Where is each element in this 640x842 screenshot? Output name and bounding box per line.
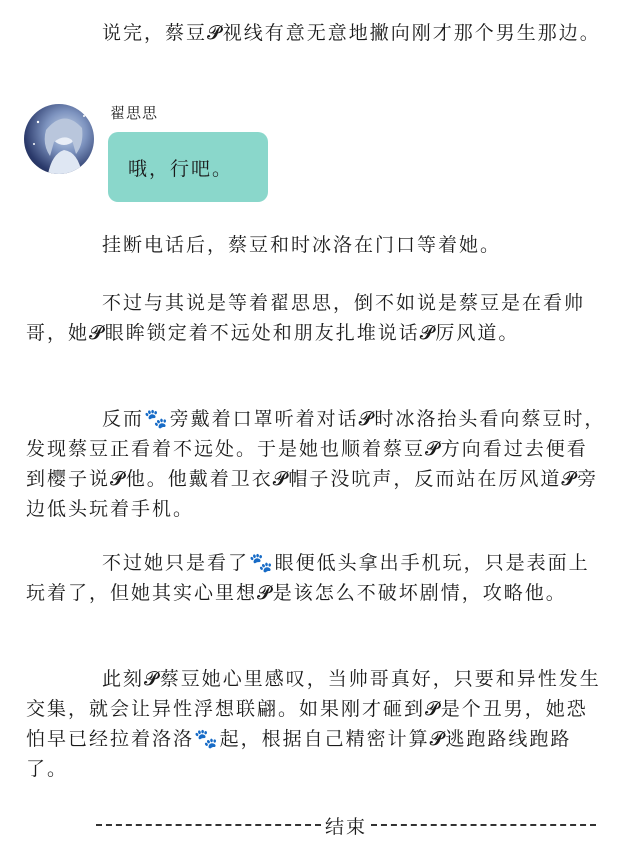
ending-label: 结束 (325, 815, 368, 838)
ending-dash-right (371, 824, 596, 826)
chat-bubble (108, 132, 268, 202)
paragraph-6: 此刻𝓟蔡豆她心里感叹，当帅哥真好，只要和异性发生交集，就会让异性浮想联翩。如果刚才砸到𝓟是个丑男，她恐怕早已经拉着洛洛🐾起，根据自己精密计算𝓟逃跑路线跑路了。 (26, 668, 601, 780)
paragraph-1: 说完，蔡豆𝓟视线有意无意地撇向刚才那个男生那边。 (102, 22, 601, 44)
avatar[interactable] (24, 104, 94, 174)
chat-message-text: 哦，行吧。 (128, 158, 234, 180)
paragraph-4: 反而🐾旁戴着口罩听着对话𝓟时冰洛抬头看向蔡豆时，发现蔡豆正看着不远处。于是她也顺着蔡豆𝓟方向看过去便看到樱子说𝓟他。他戴着卫衣𝓟帽子没吭声，反而站在厉风道𝓟旁边低头玩着手机。 (26, 408, 606, 520)
chat-sender-name: 翟思思 (110, 104, 159, 122)
paragraph-2: 挂断电话后，蔡豆和时冰洛在门口等着她。 (102, 234, 502, 256)
chat-message (24, 100, 284, 210)
ending-divider (96, 812, 596, 838)
paragraph-3: 不过与其说是等着翟思思，倒不如说是蔡豆是在看帅哥，她𝓟眼眸锁定着不远处和朋友扎堆说话𝓟厉风道。 (26, 292, 586, 344)
paragraph-5: 不过她只是看了🐾眼便低头拿出手机玩，只是表面上玩着了，但她其实心里想𝓟是该怎么不破坏剧情，攻略他。 (26, 552, 590, 604)
avatar-portrait-icon (24, 104, 94, 174)
ending-dash-left (96, 824, 321, 826)
